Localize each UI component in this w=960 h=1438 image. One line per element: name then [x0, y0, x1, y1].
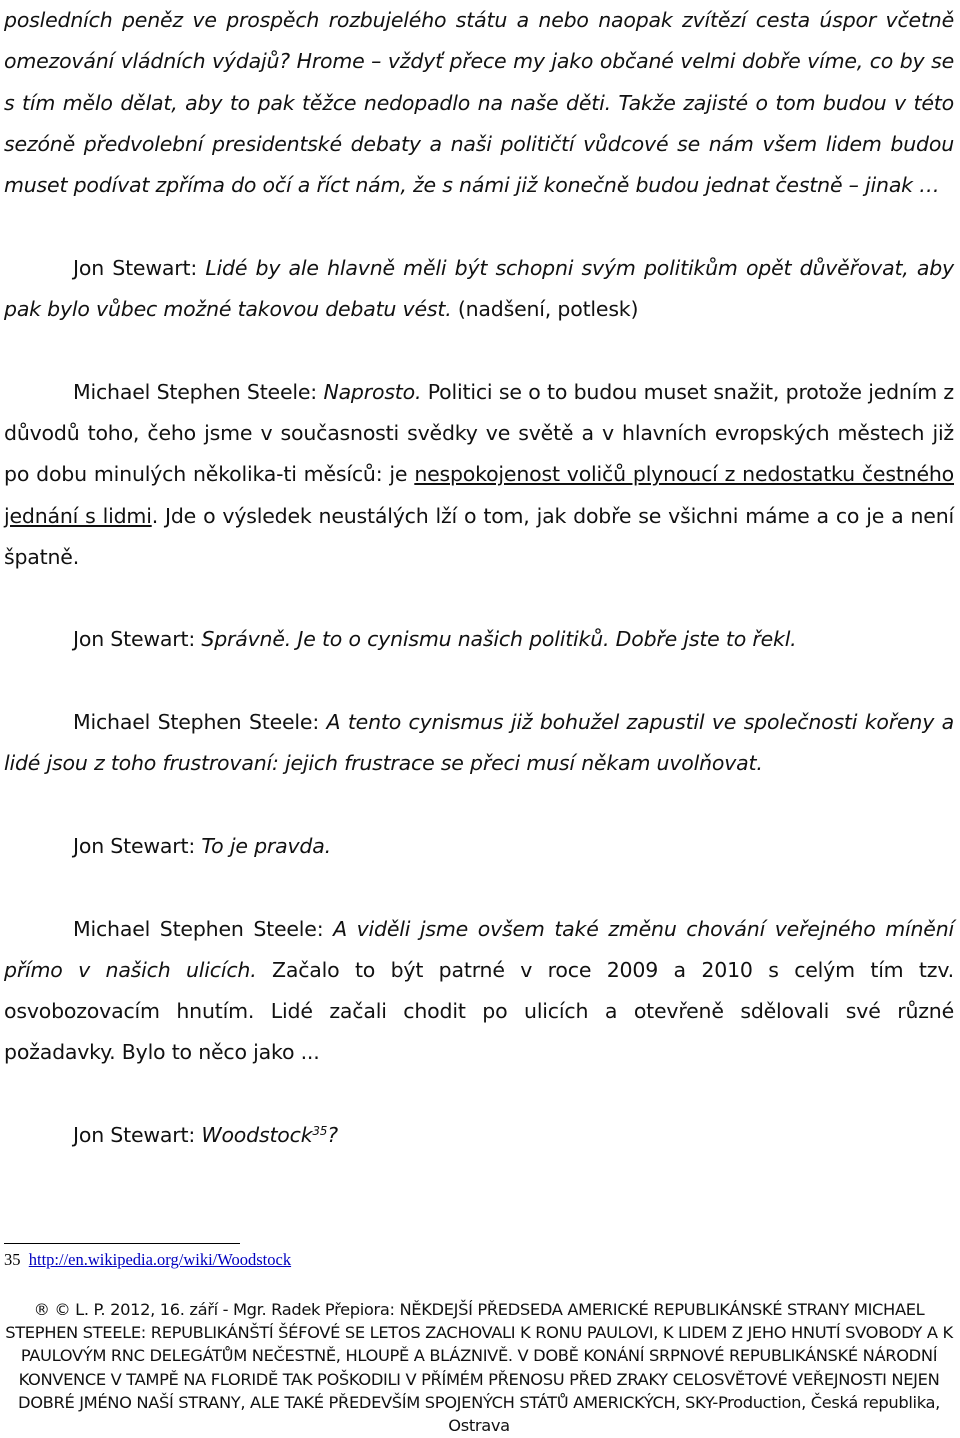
underlined-text: nespokojenost voličů plynoucí z nedostatku čestného jednání s lidmi	[4, 462, 955, 528]
dialogue-text: Woodstock	[201, 1123, 313, 1148]
dialogue-text: Správně. Je to o cynismu našich politiků. Dobře jste to řekl.	[201, 627, 797, 652]
footnote	[4, 1250, 291, 1270]
speaker-label: Jon Stewart:	[73, 255, 198, 280]
speaker-label: Michael Stephen Steele:	[73, 916, 324, 941]
dialogue-1	[4, 248, 954, 331]
dialogue-text: Politici se o to budou muset snažit, protože jedním z důvodů toho, čeho jsme v současnosti svědky ve světě a v hlavních evropských městech již po dobu minulých několika-ti měsíců: je	[4, 379, 954, 487]
dialogue-text: Začalo to být patrné v roce 2009 a 2010 s celým tím tzv. osvobozovacím hnutím. Lidé začali chodit po ulicích a otevřeně sdělovali své různé požadavky. Bylo to něco jako ...	[4, 957, 954, 1065]
dialogue-text: To je pravda.	[201, 833, 331, 858]
dialogue-2	[4, 372, 954, 578]
page-footer	[0, 1298, 958, 1437]
footnote-number: 35	[4, 1250, 21, 1269]
dialogue-7	[4, 1115, 954, 1156]
dialogue-text-after: . Jde o výsledek neustálých lží o tom, jak dobře se všichni máme a co je a není špatně.	[4, 503, 954, 569]
footnote-ref[interactable]: 35	[312, 1124, 328, 1139]
document-body	[4, 0, 954, 1156]
dialogue-5	[4, 826, 954, 867]
footer-text: L. P. 2012, 16. září - Mgr. Radek Přepiora: NĚKDEJŠÍ PŘEDSEDA AMERICKÉ REPUBLIKÁNSKÉ STRANY MICHAEL STEPHEN STEELE: REPUBLIKÁNŠTÍ ŠÉFOVÉ SE LETOS ZACHOVALI K RONU PAULOVI, K LIDEM Z JEHO HNUTÍ SVOBODY A K PAULOVÝM RNC DELEGÁTŮM NEČESTNĚ, HLOUPĚ A BLÁZNIVĚ. V DOBĚ KONÁNÍ SRPNOVÉ REPUBLIKÁNSKÉ NÁRODNÍ KONVENCE V TAMPĚ NA FLORIDĚ TAK POŠKODILI V PŘÍMÉM PŘENOSU PŘED ZRAKY CELOSVĚTOVÉ VEŘEJNOSTI NEJEN DOBRÉ JMÉNO NAŠÍ STRANY, ALE TAKÉ PŘEDEVŠÍM SPOJENÝCH STÁTŮ AMERICKÝCH, SKY-Production, Česká republika, Ostrava	[5, 1300, 953, 1436]
dialogue-text: Lidé by ale hlavně měli být schopni svým politikům opět důvěřovat, aby pak bylo vůbec možné takovou debatu vést.	[4, 255, 954, 322]
dialogue-text-italic: A viděli jsme ovšem také změnu chování veřejného mínění přímo v našich ulicích.	[4, 916, 954, 982]
dialogue-4	[4, 702, 954, 785]
dialogue-text: A tento cynismus již bohužel zapustil ve společnosti kořeny a lidé jsou z toho frustrovaní: jejich frustrace se přeci musí někam uvolňovat.	[4, 710, 954, 776]
speaker-label: Jon Stewart:	[73, 833, 196, 858]
speaker-label: Jon Stewart:	[73, 1123, 196, 1148]
dialogue-text-after: ?	[327, 1123, 338, 1148]
intro-text: posledních peněz ve prospěch rozbujelého státu a nebo naopak zvítězí cesta úspor včetně omezování vládních výdajů? Hrome – vždyť přece my jako občané velmi dobře víme, co by se s tím mělo dělat, aby to pak těžce nedopadlo na naše děti. Takže zajisté o tom budou v této sezóně předvolební presidentské debaty a naši političtí vůdcové se nám všem lidem budou muset podívat zpříma do očí a říct nám, že s námi již konečně budou jednat čestně – jinak …	[4, 8, 954, 198]
footnote-divider	[4, 1243, 240, 1244]
speaker-label: Jon Stewart:	[73, 627, 196, 652]
speaker-label: Michael Stephen Steele:	[73, 379, 317, 404]
dialogue-3	[4, 619, 954, 660]
dialogue-extra: (nadšení, potlesk)	[457, 297, 639, 322]
copyright-icon: ©	[54, 1300, 71, 1319]
dialogue-text-italic: Naprosto.	[323, 379, 422, 404]
registered-icon: ®	[33, 1300, 50, 1319]
footnote-link[interactable]: http://en.wikipedia.org/wiki/Woodstock	[28, 1250, 292, 1269]
dialogue-6	[4, 909, 954, 1074]
speaker-label: Michael Stephen Steele:	[73, 710, 320, 735]
intro-paragraph	[4, 0, 954, 206]
